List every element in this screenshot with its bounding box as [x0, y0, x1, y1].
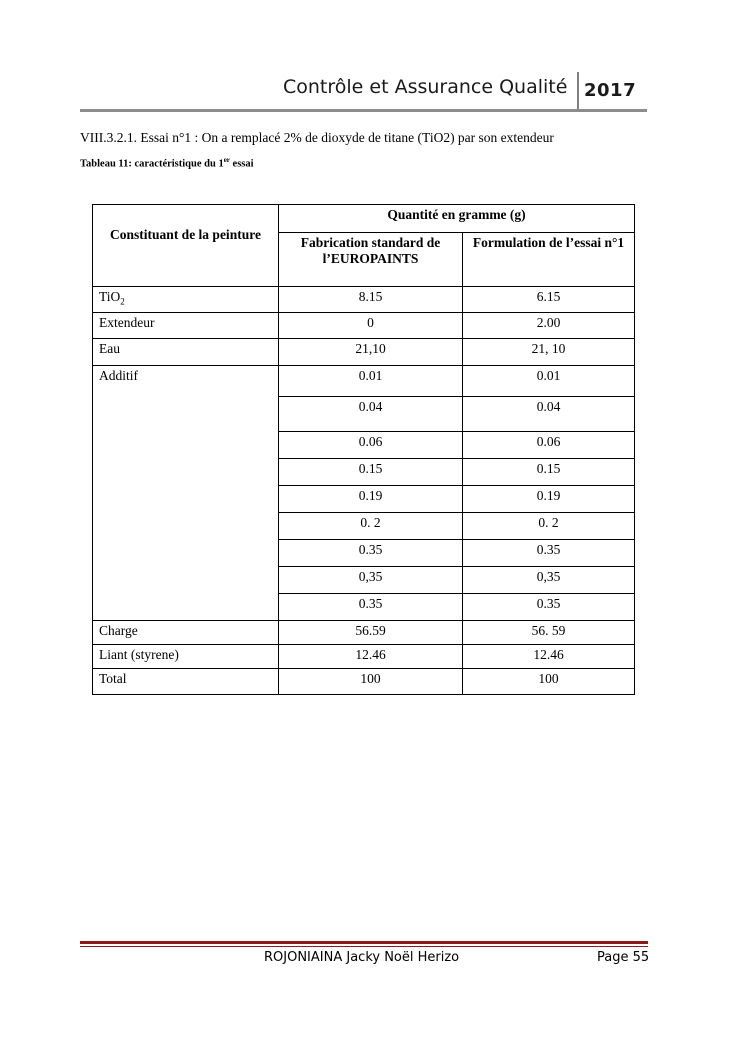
- cell-standard: 0.01: [279, 366, 463, 397]
- caption-prefix: Tableau 11: caractéristique du 1: [80, 158, 224, 170]
- cell-standard: 0.35: [279, 540, 463, 567]
- cell-trial: 0.15: [463, 459, 635, 486]
- row-label-liant: Liant (styrene): [93, 645, 279, 669]
- cell-standard: 56.59: [279, 621, 463, 645]
- cell-trial: 21, 10: [463, 339, 635, 366]
- table-row: [93, 621, 635, 645]
- cell-trial: 0. 2: [463, 513, 635, 540]
- cell-standard: 0.15: [279, 459, 463, 486]
- cell-trial: 2.00: [463, 313, 635, 339]
- row-label-total: Total: [93, 669, 279, 695]
- cell-trial: 100: [463, 669, 635, 695]
- cell-standard: 100: [279, 669, 463, 695]
- header-title: Contrôle et Assurance Qualité: [283, 76, 568, 98]
- caption-sup: er: [223, 156, 230, 164]
- table-header-row: [93, 205, 635, 233]
- cell-standard: 0.35: [279, 594, 463, 621]
- footer-rule: [80, 941, 648, 944]
- cell-standard: 12.46: [279, 645, 463, 669]
- cell-trial: 6.15: [463, 287, 635, 313]
- caption-suffix: essai: [229, 158, 254, 170]
- cell-trial: 0.01: [463, 366, 635, 397]
- table-row: [93, 339, 635, 366]
- page-number: Page 55: [597, 950, 650, 965]
- cell-standard: 0: [279, 313, 463, 339]
- cell-trial: 56. 59: [463, 621, 635, 645]
- table-row: [93, 645, 635, 669]
- cell-trial: 0.19: [463, 486, 635, 513]
- table-row: [93, 287, 635, 313]
- table-caption: [80, 156, 254, 170]
- composition-table: [92, 204, 635, 695]
- cell-trial: 0,35: [463, 567, 635, 594]
- footer-rule-thin: [80, 946, 648, 947]
- table-row: [93, 669, 635, 695]
- row-label-charge: Charge: [93, 621, 279, 645]
- cell-trial: 0.04: [463, 397, 635, 432]
- row-label-extendeur: Extendeur: [93, 313, 279, 339]
- cell-trial: 0.35: [463, 540, 635, 567]
- header-rule: [80, 109, 647, 112]
- cell-trial: 0.35: [463, 594, 635, 621]
- table-row: [93, 313, 635, 339]
- header-year: 2017: [584, 80, 637, 101]
- cell-trial: 12.46: [463, 645, 635, 669]
- cell-standard: 0.06: [279, 432, 463, 459]
- col-trial-header: Formulation de l’essai n°1: [463, 233, 635, 287]
- row-label-eau: Eau: [93, 339, 279, 366]
- cell-standard: 8.15: [279, 287, 463, 313]
- cell-standard: 0.04: [279, 397, 463, 432]
- tio2-subscript: 2: [120, 296, 125, 307]
- row-label-additif: Additif: [93, 366, 279, 621]
- footer-author: ROJONIAINA Jacky Noël Herizo: [264, 950, 460, 965]
- cell-trial: 0.06: [463, 432, 635, 459]
- tio2-label: TiO: [99, 289, 121, 304]
- col-standard-header: Fabrication standard de l’EUROPAINTS: [279, 233, 463, 287]
- cell-standard: 0.19: [279, 486, 463, 513]
- table-row: [93, 366, 635, 397]
- row-label-tio2: [93, 287, 279, 313]
- cell-standard: 0. 2: [279, 513, 463, 540]
- header-separator: [577, 72, 579, 110]
- cell-standard: 21,10: [279, 339, 463, 366]
- row-header: Constituant de la peinture: [93, 205, 279, 287]
- section-heading: VIII.3.2.1. Essai n°1 : On a remplacé 2% de dioxyde de titane (TiO2) par son extendeur: [80, 130, 554, 145]
- cell-standard: 0,35: [279, 567, 463, 594]
- group-header: Quantité en gramme (g): [279, 205, 635, 233]
